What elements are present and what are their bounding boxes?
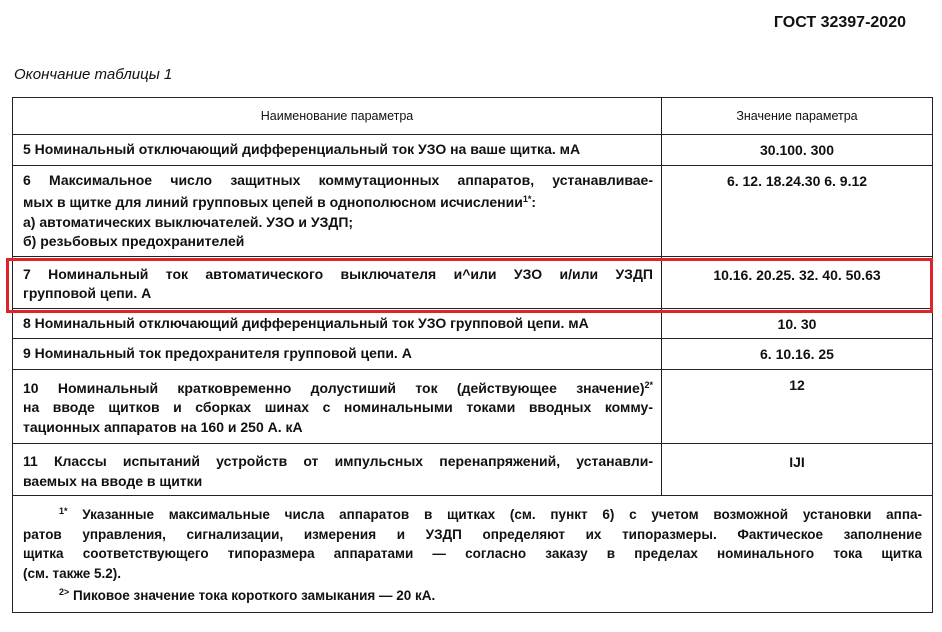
- table-row: [13, 165, 933, 256]
- parameter-text: тационных аппаратов на 160 и 250 А. кА: [23, 418, 303, 435]
- parameter-text: 5 Номинальный отключающий дифференциальный ток УЗО на ваше щитка. мА: [23, 141, 581, 157]
- value-cell: 6. 10.16. 25: [662, 339, 933, 370]
- parameter-text: б) резьбовых предохранителей: [23, 233, 245, 249]
- parameter-cell: [13, 444, 662, 496]
- parameter-text-line: [23, 376, 653, 399]
- footnote-text: Пиковое значение тока короткого замыкания — 20 кА.: [73, 588, 436, 603]
- parameter-text: 6 Максимальное число защитных коммутационных аппаратов, устанавливае-: [23, 171, 653, 188]
- parameter-text: 8 Номинальный отключающий дифференциальный ток УЗО групповой цепи. мА: [23, 314, 589, 331]
- footnote-ref: 2*: [644, 379, 653, 390]
- row-highlight-box: [6, 258, 933, 313]
- value-cell: 10. 30: [662, 308, 933, 339]
- notes-cell: [13, 496, 933, 613]
- parameter-cell: [13, 135, 662, 166]
- parameter-text: групповой цепи. А: [23, 285, 152, 301]
- parameter-text: на вводе щитков и сборках шинах с номинальными токами вводных комму-: [23, 399, 653, 415]
- footnote-marker: 1*: [59, 506, 68, 516]
- parameter-cell: [13, 339, 662, 370]
- footnote-text: щитка соответствующего типоразмера аппаратами — согласно заказу в пределах номинального тока щитка: [23, 546, 922, 561]
- table-row: [13, 444, 933, 496]
- parameter-text: 7 Номинальный ток автоматического выключателя и^или УЗО и/или УЗДП: [23, 265, 653, 282]
- footnote-1-line: [23, 502, 922, 525]
- value-cell: 6. 12. 18.24.30 6. 9.12: [662, 165, 933, 256]
- parameter-text: ваемых на вводе в щитки: [23, 472, 203, 489]
- footnote-marker: 2>: [59, 587, 70, 597]
- table-row: [13, 339, 933, 370]
- column-header-value: Значение параметра: [662, 98, 933, 135]
- value-cell: 10.16. 20.25. 32. 40. 50.63: [662, 256, 933, 308]
- value-cell: 30.100. 300: [662, 135, 933, 166]
- table-row: [13, 135, 933, 166]
- parameter-text: 10 Номинальный кратковременно долустиший ток (действующее значение): [23, 379, 645, 396]
- parameter-text: а) автоматических выключателей. УЗО и УЗДП;: [23, 213, 354, 230]
- parameter-cell: [13, 369, 662, 444]
- table-header-row: [13, 98, 933, 135]
- table-row: [13, 369, 933, 444]
- value-cell: 12: [662, 369, 933, 444]
- parameter-text: 11 Классы испытаний устройств от импульсных перенапряжений, устанавли-: [23, 453, 653, 469]
- parameter-text: 9 Номинальный ток предохранителя групповой цепи. А: [23, 345, 412, 361]
- footnote-text: (см. также 5.2).: [23, 565, 122, 581]
- parameter-cell: [13, 165, 662, 256]
- parameter-text: мых в щитке для линий групповых цепей в однополюсном исчислении: [23, 194, 523, 210]
- parameter-text-tail: :: [531, 194, 536, 210]
- notes-row: [13, 496, 933, 613]
- footnote-ref: 1*: [522, 194, 532, 204]
- value-cell: IJI: [662, 444, 933, 496]
- footnote-text: ратов управления, сигнализации, измерения и УЗДП определяют их типоразмеры. Фактическое заполнение: [23, 526, 922, 542]
- table-caption: Окончание таблицы 1: [14, 66, 173, 83]
- parameter-text-line: [23, 190, 653, 213]
- footnote-2-line: [23, 583, 922, 606]
- parameters-table: [12, 97, 933, 613]
- column-header-parameter: Наименование параметра: [13, 98, 662, 135]
- standard-number: ГОСТ 32397-2020: [773, 14, 906, 31]
- footnote-text: Указанные максимальные числа аппаратов в щитках (см. пункт 6) с учетом возможной установки аппа-: [82, 507, 922, 522]
